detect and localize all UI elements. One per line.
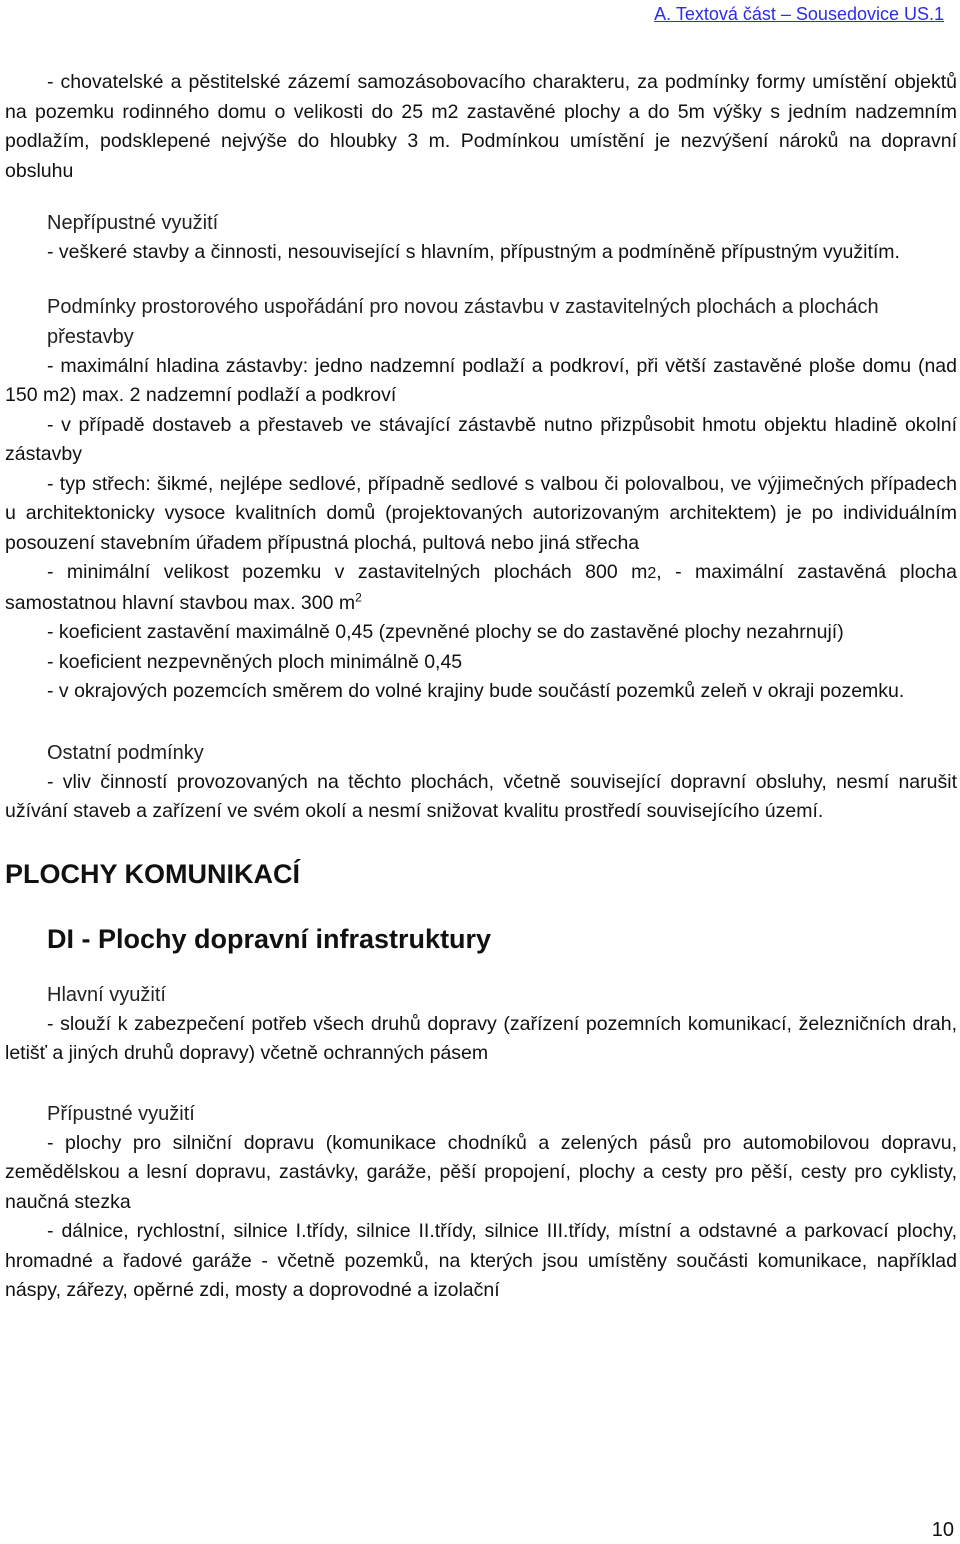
paragraph-pripustne-2: - dálnice, rychlostní, silnice I.třídy, silnice II.třídy, silnice III.třídy, místní a odstavné a parkovací plochy, hromadné a řadové garáže - včetně pozemků, na kterých jsou umístěny součásti komunikace, například náspy, zářezy, opěrné zdi, mosty a doprovodné a izolační [5,1220,957,1301]
paragraph-podminky-1: - maximální hladina zástavby: jedno nadzemní podlaží a podkroví, při větší zastavěné ploše domu (nad 150 m2) max. 2 nadzemní podlaží a podkroví [5,354,957,406]
paragraph-hlavni: - slouží k zabezpečení potřeb všech druhů dopravy (zařízení pozemních komunikací, železničních drah, letišť a jiných druhů dopravy) včetně ochranných pásem [5,1012,957,1064]
document-page [5,68,957,1306]
podminky-4-part1: - minimální velikost pozemku v zastavitelných plochách 800 m [47,561,648,583]
paragraph-chovatelske: - chovatelské a pěstitelské zázemí samozásobovacího charakteru, za podmínky formy umístění objektů na pozemku rodinného domu o velikosti do 25 m2 zastavěné plochy a do 5m výšky s jedním nadzemním podlažím, podsklepené nejvýše do hloubky 3 m. Podmínkou umístění je nezvýšení nároků na dopravní obsluhu [5,71,957,182]
heading-pripustne-vyuziti: Přípustné využití [47,1102,195,1125]
heading-nepripustne-vyuziti: Nepřípustné využití [47,212,219,234]
paragraph-podminky-5: - koeficient zastavění maximálně 0,45 (zpevněné plochy se do zastavěné plochy nezahrnují) [47,621,844,643]
paragraph-podminky-7: - v okrajových pozemcích směrem do volné krajiny bude součástí pozemků zeleň v okraji pozemku. [47,680,905,702]
paragraph-ostatni: - vliv činností provozovaných na těchto plochách, včetně související dopravní obsluhy, nesmí narušit užívání staveb a zařízení ve svém okolí a nesmí snižovat kvalitu prostředí souvisejícího území. [5,770,957,822]
paragraph-podminky-3: - typ střech: šikmé, nejlépe sedlové, případně sedlové s valbou či polovalbou, ve výjimečných případech u architektonicky vysoce kvalitních domů (projektovaných autorizovaným architektem) je po individuálním posouzení stavebním úřadem přípustná plochá, pultová nebo jiná střecha [5,472,957,554]
heading-ostatni-podminky: Ostatní podmínky [47,741,204,764]
page-number: 10 [931,1519,954,1541]
paragraph-pripustne-1: - plochy pro silniční dopravu (komunikace chodníků a zelených pásů pro automobilovou dopravu, zemědělskou a lesní dopravu, zastávky, garáže, pěší propojení, plochy a cesty pro pěší, cesty pro cyklisty, naučná stezka [5,1131,957,1213]
document-header-link[interactable]: A. Textová část – Sousedovice US.1 [654,4,944,24]
heading-plochy-komunikaci: PLOCHY KOMUNIKACÍ [5,858,301,889]
paragraph-podminky-6: - koeficient nezpevněných ploch minimálně 0,45 [47,650,463,673]
heading-podminky-prostoroveho: Podmínky prostorového uspořádání pro novou zástavbu v zastavitelných plochách a plochách přestavby [47,295,879,348]
podminky-4-part2: , - maximální zastavěná plocha samostatnou hlavní stavbou max. 300 m [5,561,957,614]
paragraph-podminky-4 [5,558,957,618]
podminky-4-small-2: 2 [647,565,657,582]
paragraph-nepripustne: - veškeré stavby a činnosti, nesouvisející s hlavním, přípustným a podmíněně přípustným využitím. [47,241,900,263]
podminky-4-superscript: 2 [355,590,362,604]
heading-hlavni-vyuziti: Hlavní využití [47,983,166,1006]
heading-di-plochy: DI - Plochy dopravní infrastruktury [47,923,492,954]
paragraph-podminky-2: - v případě dostaveb a přestaveb ve stávající zástavbě nutno přizpůsobit hmotu objektu hladině okolní zástavby [5,413,957,465]
